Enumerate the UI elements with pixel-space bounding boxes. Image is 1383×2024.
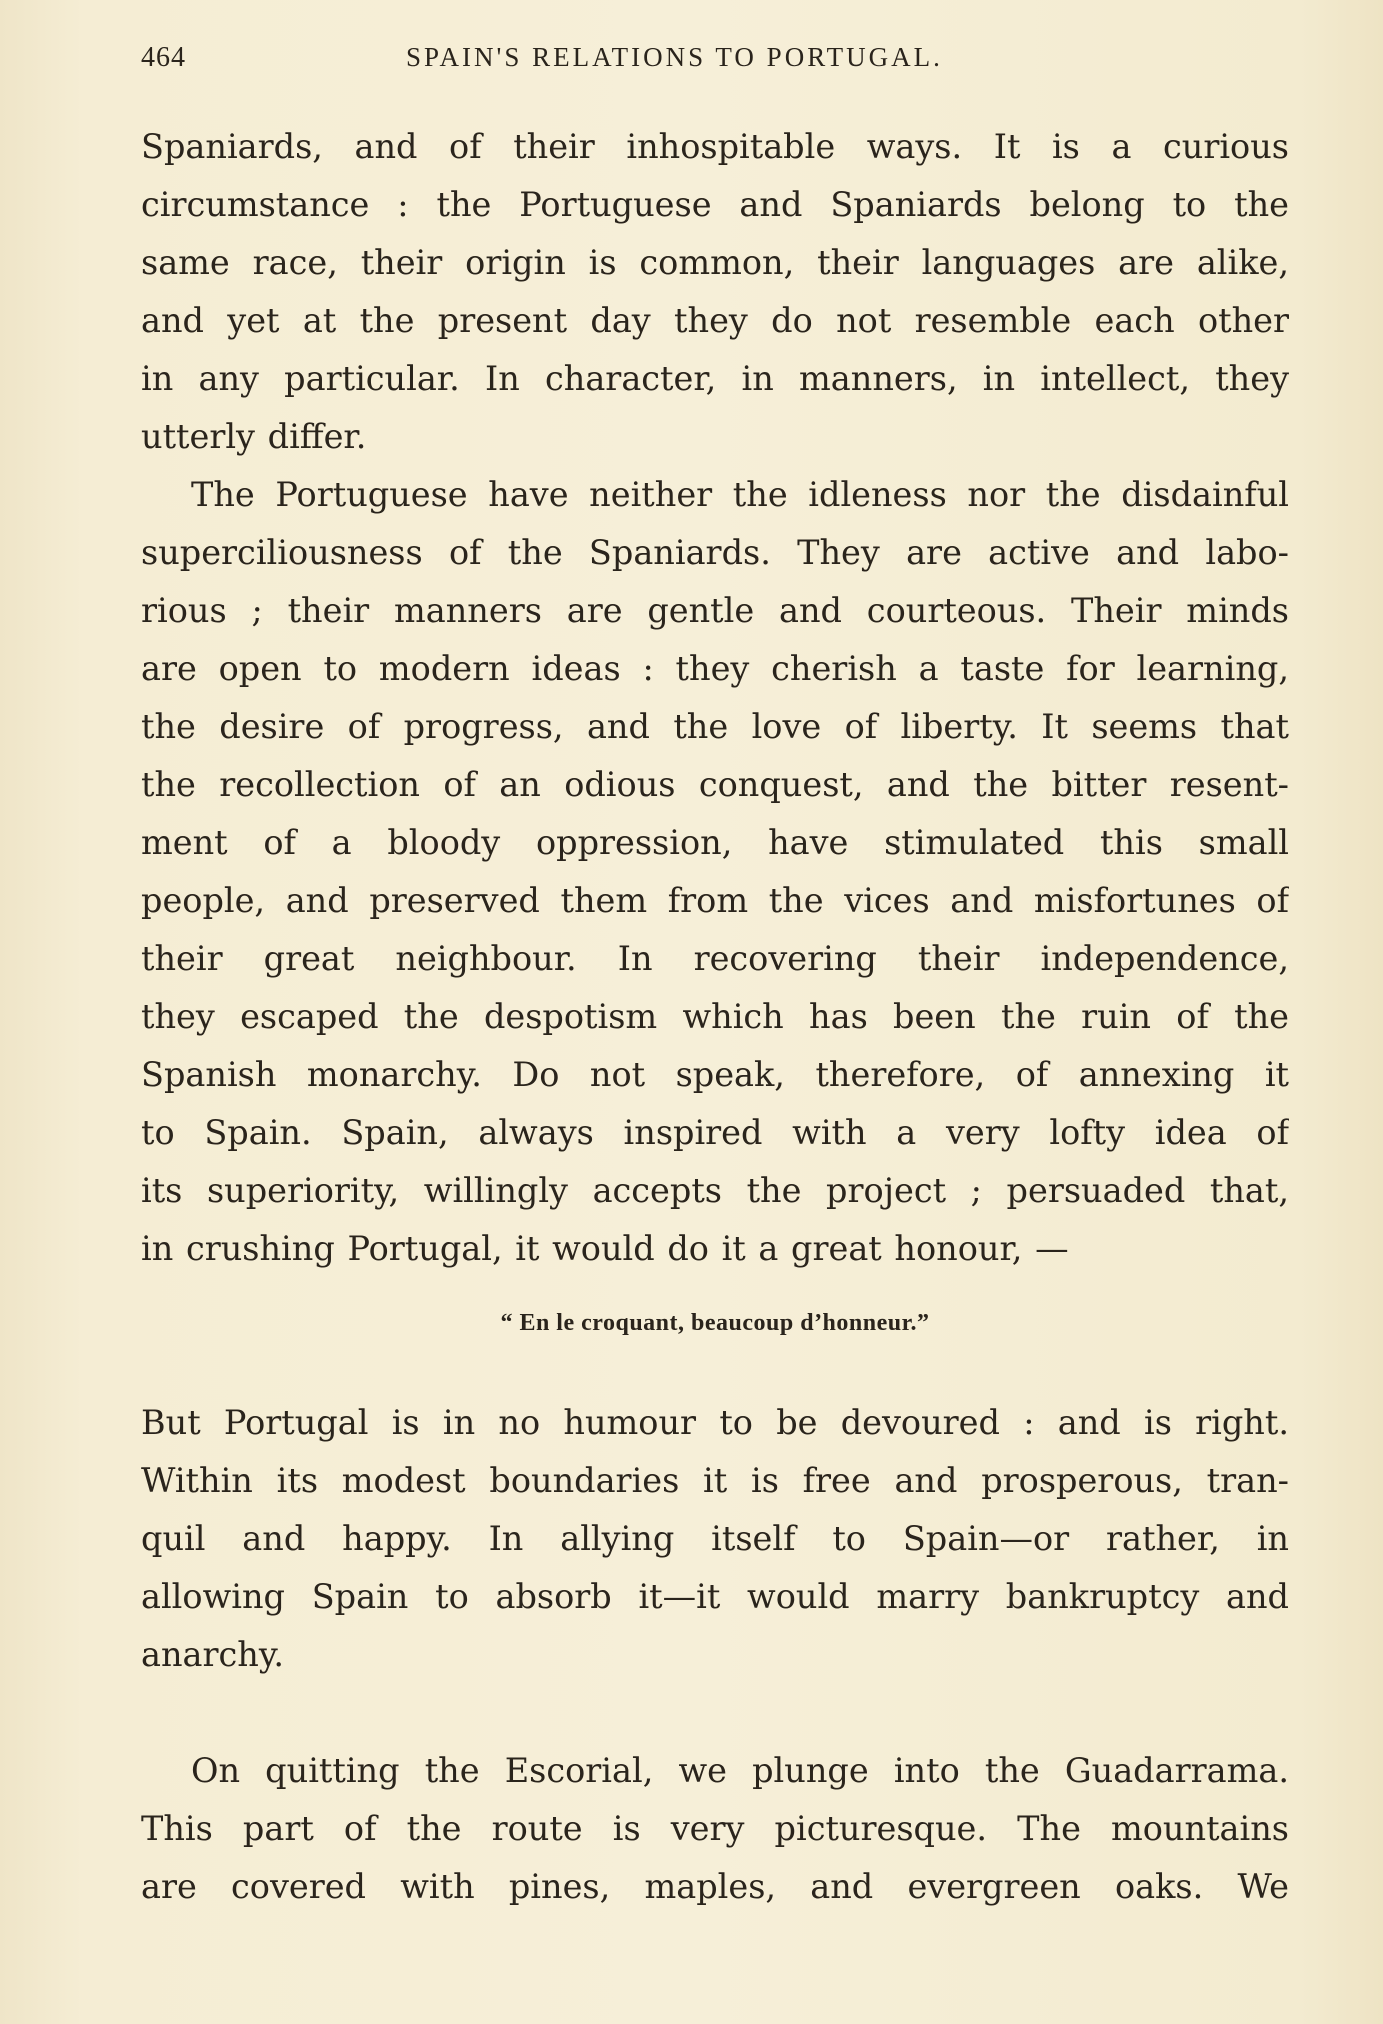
- text-line: are covered with pines, maples, and evergreen oaks. We: [141, 1867, 1289, 1906]
- text-line: the desire of progress, and the love of liberty. It seems that: [141, 707, 1289, 746]
- paragraph-1: [141, 118, 1289, 466]
- paragraph-4: [141, 1742, 1289, 1916]
- text-line: ment of a bloody oppression, have stimulated this small: [141, 823, 1289, 862]
- text-line: in crushing Portugal, it would do it a great honour, —: [141, 1229, 1069, 1268]
- paragraph-3: [141, 1394, 1289, 1684]
- text-line: people, and preserved them from the vices and misfortunes of: [141, 881, 1289, 920]
- text-line: same race, their origin is common, their languages are alike,: [141, 243, 1289, 282]
- text-line: But Portugal is in no humour to be devoured : and is right.: [141, 1403, 1289, 1442]
- page-number: 464: [141, 42, 186, 73]
- text-line: allowing Spain to absorb it—it would marry bankruptcy and: [141, 1577, 1289, 1616]
- text-line: rious ; their manners are gentle and courteous. Their minds: [141, 591, 1289, 630]
- text-line: Within its modest boundaries it is free and prosperous, tran-: [141, 1461, 1289, 1500]
- paragraph-2: [141, 466, 1289, 1278]
- text-line: Spanish monarchy. Do not speak, therefore, of annexing it: [141, 1055, 1289, 1094]
- text-line: and yet at the present day they do not resemble each other: [141, 301, 1289, 340]
- text-line: The Portuguese have neither the idleness nor the disdainful: [191, 475, 1289, 514]
- page-header: [141, 42, 1289, 82]
- text-line: On quitting the Escorial, we plunge into the Guadarrama.: [191, 1751, 1289, 1790]
- text-line: to Spain. Spain, always inspired with a very lofty idea of: [141, 1113, 1289, 1152]
- text-line: they escaped the despotism which has been the ruin of the: [141, 997, 1289, 1036]
- text-line: quil and happy. In allying itself to Spain—or rather, in: [141, 1519, 1289, 1558]
- text-line: its superiority, willingly accepts the project ; persuaded that,: [141, 1171, 1289, 1210]
- text-line: their great neighbour. In recovering their independence,: [141, 939, 1289, 978]
- text-line: utterly differ.: [141, 417, 367, 456]
- french-quotation: “ En le croquant, beaucoup d’honneur.”: [500, 1310, 930, 1336]
- text-line: in any particular. In character, in manners, in intellect, they: [141, 359, 1289, 398]
- running-head: SPAIN'S RELATIONS TO PORTUGAL.: [406, 42, 943, 72]
- text-line: are open to modern ideas : they cherish a taste for learning,: [141, 649, 1289, 688]
- text-line: superciliousness of the Spaniards. They are active and labo-: [141, 533, 1289, 572]
- text-line: This part of the route is very picturesque. The mountains: [141, 1809, 1289, 1848]
- text-line: anarchy.: [141, 1635, 284, 1674]
- text-line: the recollection of an odious conquest, and the bitter resent-: [141, 765, 1289, 804]
- text-line: Spaniards, and of their inhospitable ways. It is a curious: [141, 127, 1289, 166]
- text-line: circumstance : the Portuguese and Spaniards belong to the: [141, 185, 1289, 224]
